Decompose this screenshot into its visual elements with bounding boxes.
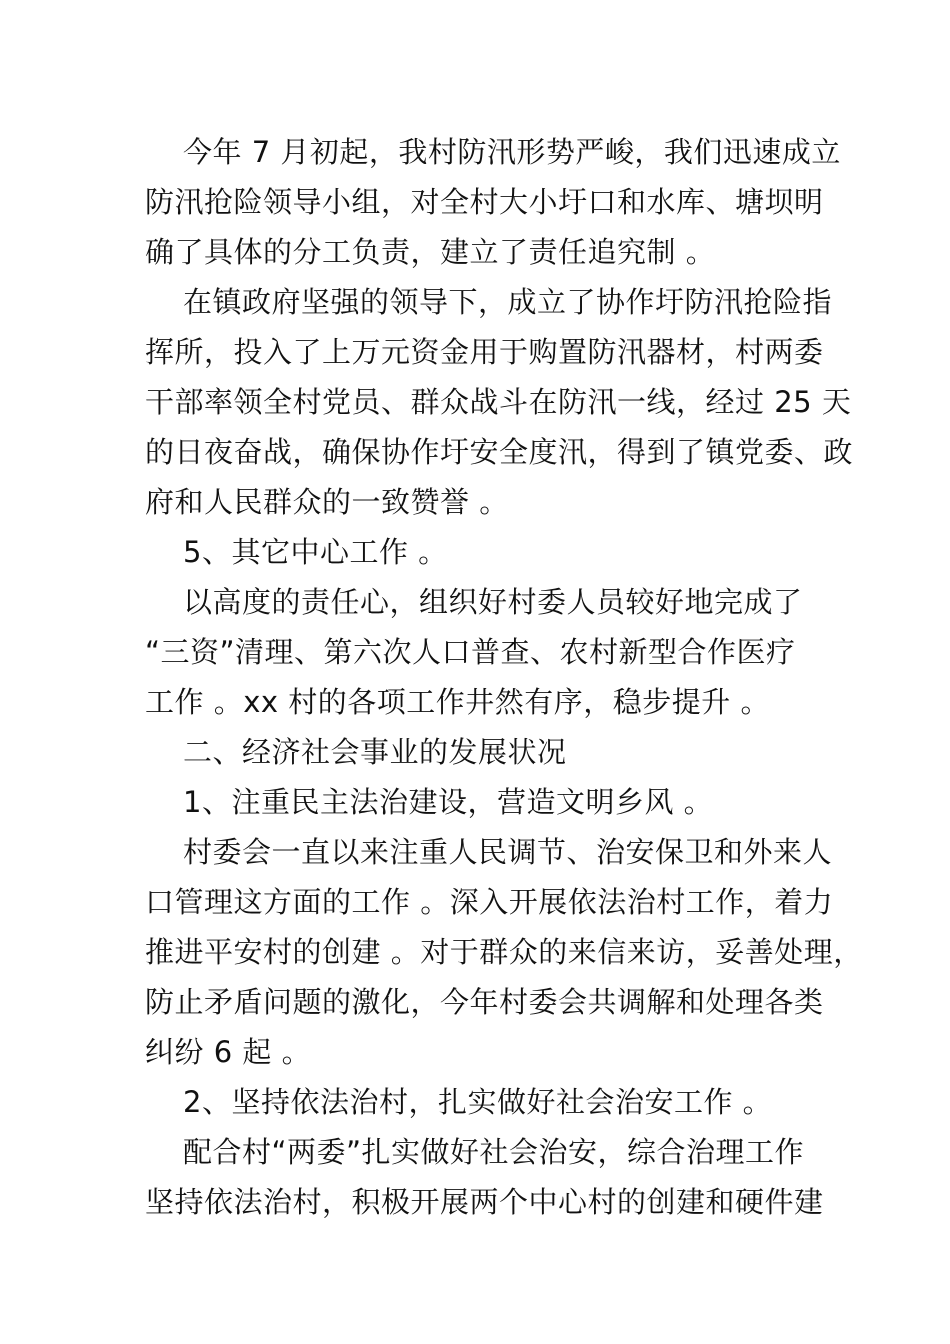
paragraph-flood-line-1: 今年 7 月初起，我村防汛形势严峻，我们迅速成立 — [183, 135, 841, 169]
paragraph-duty-line-2: “三资”清理、第六次人口普查、农村新型合作医疗 — [145, 635, 796, 669]
paragraph-town-line-4: 的日夜奋战，确保协作圩安全度汛，得到了镇党委、政 — [145, 435, 854, 469]
section-heading-1: 1、注重民主法治建设，营造文明乡风 。 — [183, 785, 714, 819]
paragraph-town-line-3: 干部率领全村党员、群众战斗在防汛一线，经过 25 天 — [145, 385, 852, 419]
paragraph-flood-line-3: 确了具体的分工负责，建立了责任追究制 。 — [145, 235, 716, 269]
section-heading-two: 二、经济社会事业的发展状况 — [183, 735, 567, 769]
paragraph-committee-line-1: 村委会一直以来注重人民调节、治安保卫和外来人 — [183, 835, 833, 869]
section-heading-5: 5、其它中心工作 。 — [183, 535, 448, 569]
paragraph-town-line-2: 挥所，投入了上万元资金用于购置防汛器材，村两委 — [145, 335, 824, 369]
paragraph-committee-line-3: 推进平安村的创建 。对于群众的来信来访，妥善处理， — [145, 935, 863, 969]
paragraph-duty-line-1: 以高度的责任心，组织好村委人员较好地完成了 — [183, 585, 803, 619]
paragraph-duty-line-3: 工作 。xx 村的各项工作井然有序，稳步提升 。 — [145, 685, 770, 719]
paragraph-town-line-1: 在镇政府坚强的领导下，成立了协作圩防汛抢险指 — [183, 285, 833, 319]
paragraph-committee-line-5: 纠纷 6 起 。 — [145, 1035, 312, 1069]
section-heading-2: 2、坚持依法治村，扎实做好社会治安工作 。 — [183, 1085, 773, 1119]
paragraph-town-line-5: 府和人民群众的一致赞誉 。 — [145, 485, 509, 519]
paragraph-security-line-2: 坚持依法治村，积极开展两个中心村的创建和硬件建 — [145, 1185, 824, 1219]
paragraph-committee-line-4: 防止矛盾问题的激化，今年村委会共调解和处理各类 — [145, 985, 824, 1019]
paragraph-security-line-1: 配合村“两委”扎实做好社会治安，综合治理工作 — [183, 1135, 805, 1169]
paragraph-committee-line-2: 口管理这方面的工作 。深入开展依法治村工作，着力 — [145, 885, 834, 919]
paragraph-flood-line-2: 防汛抢险领导小组，对全村大小圩口和水库、塘坝明 — [145, 185, 824, 219]
